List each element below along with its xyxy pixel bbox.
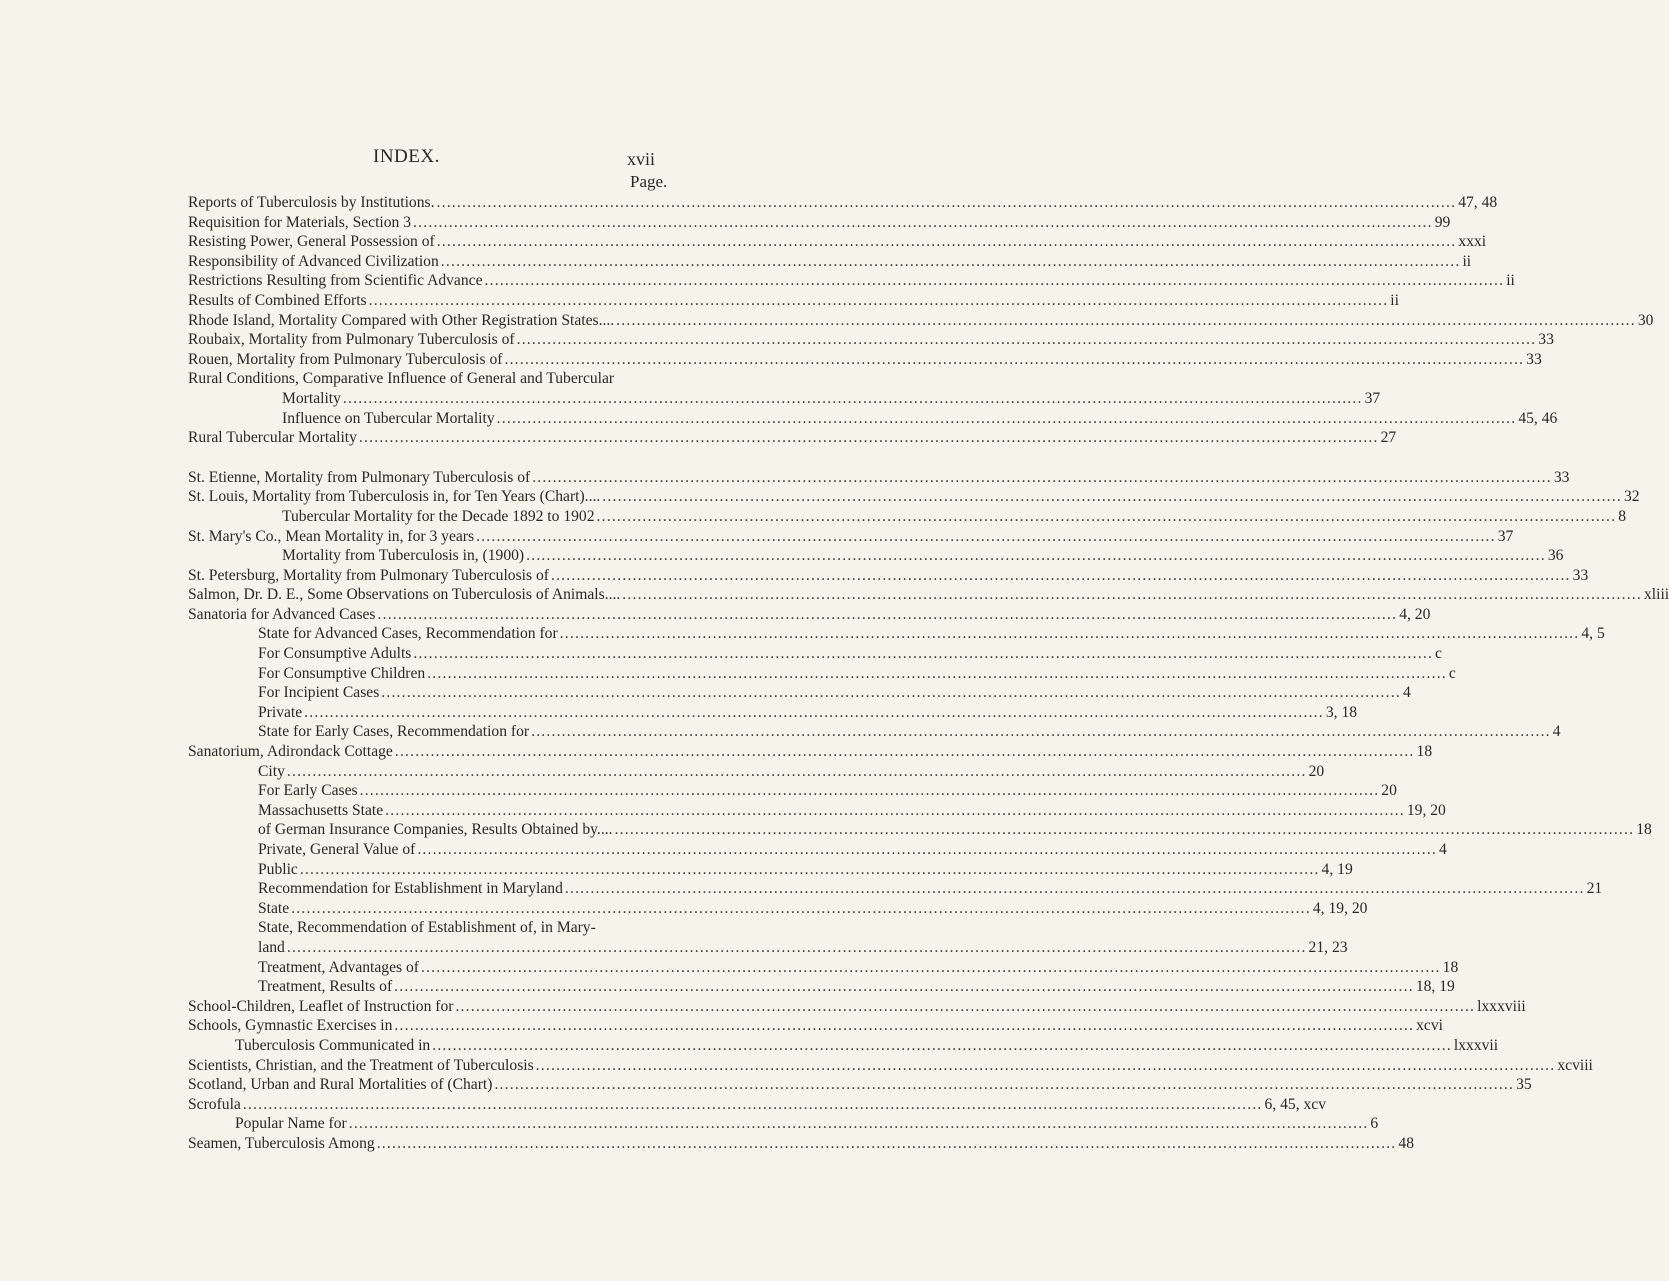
index-entry	[188, 664, 1456, 684]
index-entry	[188, 605, 1431, 625]
index-entry	[188, 918, 707, 938]
dot-leader: ........................................................................................................................................................................................................	[342, 389, 1363, 407]
entry-text: Treatment, Results of	[258, 978, 393, 996]
entry-page-ref: lxxxvii	[1453, 1036, 1499, 1054]
index-entry	[188, 468, 1570, 488]
index-entry	[188, 232, 1487, 252]
entry-page-ref: 18	[1442, 958, 1459, 976]
entry-page-ref: 48	[1398, 1134, 1414, 1152]
entry-page-ref: lxxxviii	[1477, 997, 1526, 1015]
dot-leader: ........................................................................................................................................................................................................	[304, 703, 1324, 721]
index-entry	[188, 703, 1358, 723]
page-column-label: Page.	[630, 172, 668, 191]
index-entry	[188, 958, 1459, 978]
entry-text: For Consumptive Children	[258, 664, 426, 682]
index-entry	[188, 781, 1397, 801]
entry-text: land	[258, 938, 285, 956]
index-entry	[188, 311, 1654, 331]
dot-leader: ........................................................................................................................................................................................................	[376, 1134, 1397, 1152]
dot-leader: ........................................................................................................................................................................................................	[596, 507, 1617, 525]
index-entry	[188, 977, 1455, 997]
index-entry	[188, 585, 1669, 605]
entry-page-ref: 20	[1308, 762, 1325, 780]
entry-text: Popular Name for	[235, 1115, 347, 1133]
entry-page-ref: 8	[1618, 507, 1627, 525]
entry-text: Rural Conditions, Comparative Influence of General and Tubercular	[188, 370, 615, 388]
entry-page-ref: xliii	[1643, 586, 1669, 604]
entry-text: Private	[258, 703, 303, 721]
index-entry	[188, 742, 1433, 762]
entry-page-ref: 6, 45, xcv	[1264, 1095, 1327, 1113]
dot-leader: ........................................................................................................................................................................................................	[348, 1115, 1369, 1133]
entry-text: Private, General Value of	[258, 841, 416, 858]
entry-text: Rhode Island, Mortality Compared with Other Registration States....	[188, 311, 615, 329]
dot-leader: ........................................................................................................................................................................................................	[377, 605, 1398, 623]
entry-page-ref: 35	[1516, 1076, 1532, 1094]
entry-text: Massachusetts State	[258, 801, 384, 819]
entry-text: For Incipient Cases	[258, 684, 380, 702]
dot-leader: ........................................................................................................................................................................................................	[494, 1076, 1515, 1094]
index-entry	[188, 899, 1368, 919]
dot-leader: ........................................................................................................................................................................................................	[559, 625, 1580, 643]
entry-text: Influence on Tubercular Mortality	[282, 409, 495, 427]
dot-leader: ........................................................................................................................................................................................................	[436, 194, 1457, 211]
dot-leader: ........................................................................................................................................................................................................	[531, 723, 1551, 741]
entry-text: State for Early Cases, Recommendation for	[258, 723, 530, 741]
entry-text: Roubaix, Mortality from Pulmonary Tuberculosis of	[188, 331, 515, 349]
entry-text: St. Mary's Co., Mean Mortality in, for 3 years	[188, 527, 475, 545]
index-entry	[188, 527, 1514, 547]
dot-leader: ........................................................................................................................................................................................................	[394, 743, 1415, 761]
index-entry	[188, 369, 707, 389]
index-entry	[188, 820, 1652, 840]
index-entry	[188, 1134, 1414, 1154]
entry-text: State for Advanced Cases, Recommendation for	[258, 625, 558, 643]
dot-leader: ........................................................................................................................................................................................................	[436, 233, 1457, 251]
page-title: INDEX.	[373, 146, 440, 167]
entry-page-ref: 27	[1380, 429, 1397, 447]
dot-leader: ........................................................................................................................................................................................................	[602, 488, 1622, 506]
index-entry	[188, 860, 1353, 880]
dot-leader: ........................................................................................................................................................................................................	[564, 880, 1585, 898]
entry-page-ref: 4, 19, 20	[1312, 899, 1368, 917]
entry-text: St. Petersburg, Mortality from Pulmonary Tuberculosis of	[188, 566, 549, 584]
index-entry	[188, 1114, 1379, 1134]
entry-text: Mortality	[282, 389, 341, 407]
entry-text: Rouen, Mortality from Pulmonary Tuberculosis of	[188, 350, 503, 368]
index-entry	[188, 291, 1399, 311]
dot-leader: ........................................................................................................................................................................................................	[427, 664, 1447, 682]
entry-page-ref: 4, 20	[1399, 605, 1431, 623]
index-entry	[188, 1095, 1327, 1115]
entry-text: Responsibility of Advanced Civilization	[188, 252, 439, 270]
entry-text: Reports of Tuberculosis by Institutions.	[188, 194, 435, 211]
entry-page-ref: 45, 46	[1518, 409, 1558, 427]
entry-text: Tuberculosis Communicated in	[235, 1036, 431, 1054]
entry-text: Scientists, Christian, and the Treatment of Tuberculosis	[188, 1056, 534, 1074]
dot-leader: ........................................................................................................................................................................................................	[385, 801, 1405, 819]
entry-text: Rural Tubercular Mortality	[188, 429, 357, 447]
dot-leader: ........................................................................................................................................................................................................	[394, 1017, 1415, 1035]
entry-page-ref: 18	[1636, 821, 1652, 839]
entry-page-ref: 4, 19	[1321, 860, 1353, 878]
dot-leader: ........................................................................................................................................................................................................	[417, 841, 1438, 858]
dot-leader: ........................................................................................................................................................................................................	[394, 978, 1414, 996]
dot-leader: ........................................................................................................................................................................................................	[420, 958, 1441, 976]
index-entry	[188, 762, 1325, 782]
dot-leader: ........................................................................................................................................................................................................	[484, 272, 1505, 290]
entry-page-ref: 4, 5	[1581, 625, 1605, 643]
entry-page-ref: 33	[1572, 566, 1589, 584]
index-entry	[188, 330, 1554, 350]
dot-leader: ........................................................................................................................................................................................................	[526, 547, 1546, 565]
index-entries	[188, 193, 1669, 1154]
entry-page-ref: xxxi	[1458, 233, 1487, 251]
entry-page-ref: xcviii	[1557, 1056, 1593, 1074]
dot-leader: ........................................................................................................................................................................................................	[413, 645, 1434, 663]
entry-page-ref: 32	[1623, 488, 1640, 506]
entry-page-ref: ii	[1506, 272, 1515, 290]
entry-page-ref: 37	[1364, 389, 1381, 407]
entry-page-ref: 3, 18	[1325, 703, 1358, 721]
entry-text: Seamen, Tuberculosis Among	[188, 1134, 375, 1152]
entry-text: School-Children, Leaflet of Instruction for	[188, 997, 454, 1015]
dot-leader: ........................................................................................................................................................................................................	[455, 997, 1476, 1015]
dot-leader: ........................................................................................................................................................................................................	[476, 527, 1496, 545]
index-entry	[188, 683, 1411, 703]
entry-page-ref: 99	[1434, 213, 1451, 231]
entry-text: St. Louis, Mortality from Tuberculosis in, for Ten Years (Chart)....	[188, 488, 601, 506]
entry-text: Recommendation for Establishment in Maryland	[258, 880, 563, 898]
index-entry	[188, 801, 1446, 821]
entry-page-ref: 47, 48	[1458, 194, 1498, 211]
entry-page-ref: 19, 20	[1406, 801, 1446, 819]
entry-page-ref: ii	[1390, 291, 1399, 309]
index-entry	[188, 1036, 1499, 1056]
index-entry	[188, 644, 1442, 664]
dot-leader: ........................................................................................................................................................................................................	[432, 1036, 1452, 1054]
entry-page-ref: 18	[1416, 743, 1433, 761]
dot-leader: ........................................................................................................................................................................................................	[616, 311, 1636, 329]
entry-text: Scotland, Urban and Rural Mortalities of (Chart)	[188, 1076, 493, 1094]
index-entry	[188, 722, 1561, 742]
entry-text: Requisition for Materials, Section 3	[188, 213, 412, 231]
dot-leader: ........................................................................................................................................................................................................	[532, 468, 1552, 486]
index-entry	[188, 409, 1558, 429]
entry-page-ref: c	[1435, 645, 1442, 663]
index-entry	[188, 566, 1589, 586]
dot-leader: ........................................................................................................................................................................................................	[550, 566, 1571, 584]
index-entry	[188, 1016, 1443, 1036]
dot-leader: ........................................................................................................................................................................................................	[516, 331, 1537, 349]
dot-leader: ........................................................................................................................................................................................................	[381, 684, 1401, 702]
entry-page-ref: 33	[1526, 350, 1542, 368]
entry-text: Sanatorium, Adirondack Cottage	[188, 743, 393, 761]
dot-leader: ........................................................................................................................................................................................................	[622, 586, 1642, 604]
entry-text: Public	[258, 860, 298, 878]
entry-text: of German Insurance Companies, Results Obtained by....	[258, 821, 613, 839]
entry-text: Mortality from Tuberculosis in, (1900)	[282, 547, 525, 565]
dot-leader: ........................................................................................................................................................................................................	[299, 860, 1320, 878]
index-entry	[188, 428, 1397, 448]
entry-text: Schools, Gymnastic Exercises in	[188, 1017, 393, 1035]
index-entry	[188, 507, 1627, 527]
index-entry	[188, 997, 1526, 1017]
entry-text: Sanatoria for Advanced Cases	[188, 605, 376, 623]
dot-leader: ........................................................................................................................................................................................................	[440, 252, 1461, 270]
index-entry	[188, 193, 1498, 213]
entry-page-ref: 4	[1552, 723, 1561, 741]
dot-leader: ........................................................................................................................................................................................................	[291, 899, 1311, 917]
index-entry	[188, 271, 1515, 291]
entry-page-ref: 30	[1637, 311, 1654, 329]
entry-page-ref: 21, 23	[1308, 938, 1348, 956]
dot-leader: ........................................................................................................................................................................................................	[614, 821, 1635, 839]
dot-leader: ........................................................................................................................................................................................................	[368, 291, 1389, 309]
index-entry	[188, 252, 1472, 272]
group-spacer	[188, 448, 707, 468]
index-entry	[188, 879, 1603, 899]
dot-leader: ........................................................................................................................................................................................................	[358, 429, 1379, 447]
entry-page-ref: c	[1448, 664, 1456, 682]
entry-page-ref: 4	[1439, 841, 1447, 858]
entry-page-ref: 33	[1538, 331, 1554, 349]
index-entry	[188, 624, 1605, 644]
index-entry	[188, 487, 1640, 507]
entry-page-ref: 33	[1553, 468, 1570, 486]
index-entry	[188, 213, 1451, 233]
entry-text: Treatment, Advantages of	[258, 958, 419, 976]
entry-page-ref: 21	[1586, 880, 1603, 898]
entry-text: Results of Combined Efforts	[188, 291, 367, 309]
index-entry	[188, 1075, 1532, 1095]
entry-text: Resisting Power, General Possession of	[188, 233, 435, 251]
entry-text: Salmon, Dr. D. E., Some Observations on Tuberculosis of Animals....	[188, 586, 621, 604]
dot-leader: ........................................................................................................................................................................................................	[535, 1056, 1556, 1074]
entry-text: City	[258, 762, 285, 780]
index-entry	[188, 1056, 1593, 1076]
entry-text: St. Etienne, Mortality from Pulmonary Tuberculosis of	[188, 468, 531, 486]
entry-page-ref: 4	[1402, 684, 1411, 702]
entry-page-ref: ii	[1462, 252, 1472, 270]
index-entry	[188, 389, 1381, 409]
entry-page-ref: xcvi	[1416, 1017, 1443, 1035]
dot-leader: ........................................................................................................................................................................................................	[413, 213, 1433, 231]
index-entry	[188, 938, 1348, 958]
index-entry	[188, 840, 1447, 860]
page-header	[0, 146, 800, 170]
entry-page-ref: 6	[1370, 1115, 1379, 1133]
page-number: xvii	[627, 149, 656, 169]
dot-leader: ........................................................................................................................................................................................................	[286, 938, 1307, 956]
entry-page-ref: 20	[1381, 782, 1397, 800]
entry-text: For Consumptive Adults	[258, 645, 412, 663]
entry-text: Tubercular Mortality for the Decade 1892 to 1902	[282, 507, 595, 525]
entry-text: Scrofula	[188, 1095, 241, 1113]
entry-page-ref: 36	[1547, 547, 1564, 565]
index-entry	[188, 546, 1564, 566]
index-entry	[188, 350, 1542, 370]
entry-page-ref: 18, 19	[1415, 978, 1455, 996]
entry-text: For Early Cases	[258, 782, 358, 800]
entry-page-ref: 37	[1497, 527, 1514, 545]
dot-leader: ........................................................................................................................................................................................................	[359, 782, 1380, 800]
entry-text: Restrictions Resulting from Scientific Advance	[188, 272, 483, 290]
dot-leader: ........................................................................................................................................................................................................	[242, 1095, 1263, 1113]
dot-leader: ........................................................................................................................................................................................................	[496, 409, 1517, 427]
dot-leader: ........................................................................................................................................................................................................	[504, 350, 1525, 368]
entry-text: State	[258, 899, 290, 917]
entry-text: State, Recommendation of Establishment of, in Mary-	[258, 919, 596, 937]
dot-leader: ........................................................................................................................................................................................................	[286, 762, 1307, 780]
